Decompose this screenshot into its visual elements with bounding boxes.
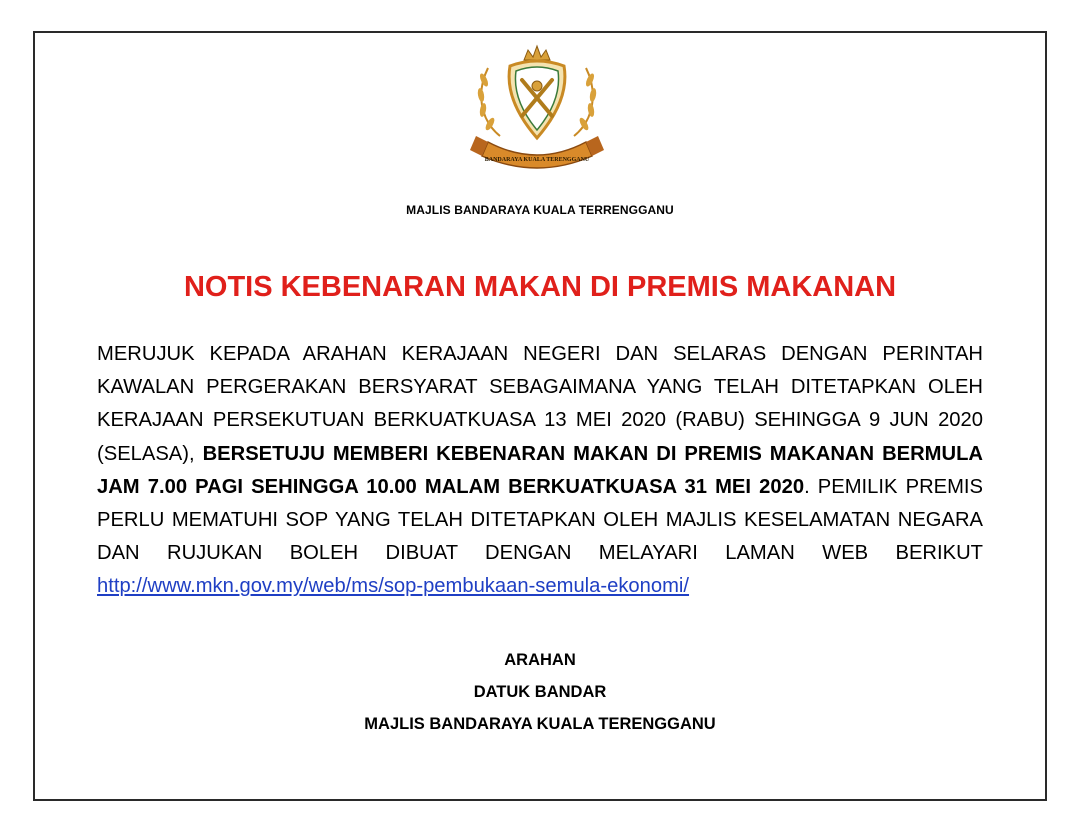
paragraph-bold-statement: BERSETUJU MEMBERI KEBENARAN MAKAN DI PREMIS MAKANAN BERMULA JAM 7.00 PAGI SEHINGGA 10.00 MALAM BERKUATKUASA 31 MEI 2020 [97,442,983,498]
organization-heading: MAJLIS BANDARAYA KUALA TERRENGGANU [406,203,674,217]
notice-paragraph [97,338,983,604]
notice-title: NOTIS KEBENARAN MAKAN DI PREMIS MAKANAN [183,271,897,303]
signature-line-council: MAJLIS BANDARAYA KUALA TERENGGANU [364,715,716,733]
paragraph-intro: MERUJUK KEPADA ARAHAN KERAJAAN NEGERI DAN SELARAS DENGAN PERINTAH KAWALAN PERGERAKAN BERSYARAT SEBAGAIMANA YANG TELAH DITETAPKAN OLEH KERAJAAN PERSEKUTUAN BERKUATKUASA 13 MEI 2020 (RABU) SEHINGGA 9 JUN 2020 (SELASA), [97,343,983,465]
signature-line-arahan: ARAHAN [504,651,576,669]
paragraph-rest: . PEMILIK PREMIS PERLU MEMATUHI SOP YANG TELAH DITETAPKAN OLEH MAJLIS KESELAMATAN NEGARA DAN RUJUKAN BOLEH DIBUAT DENGAN MELAYARI LAMAN WEB BERIKUT [97,475,984,565]
sop-link[interactable]: http://www.mkn.gov.my/web/ms/sop-pembukaan-semula-ekonomi/ [97,575,690,598]
crest-banner-text: BANDARAYA KUALA TERENGGANU [484,157,590,163]
signature-line-datuk-bandar: DATUK BANDAR [473,683,607,701]
city-council-crest-logo [462,40,612,175]
